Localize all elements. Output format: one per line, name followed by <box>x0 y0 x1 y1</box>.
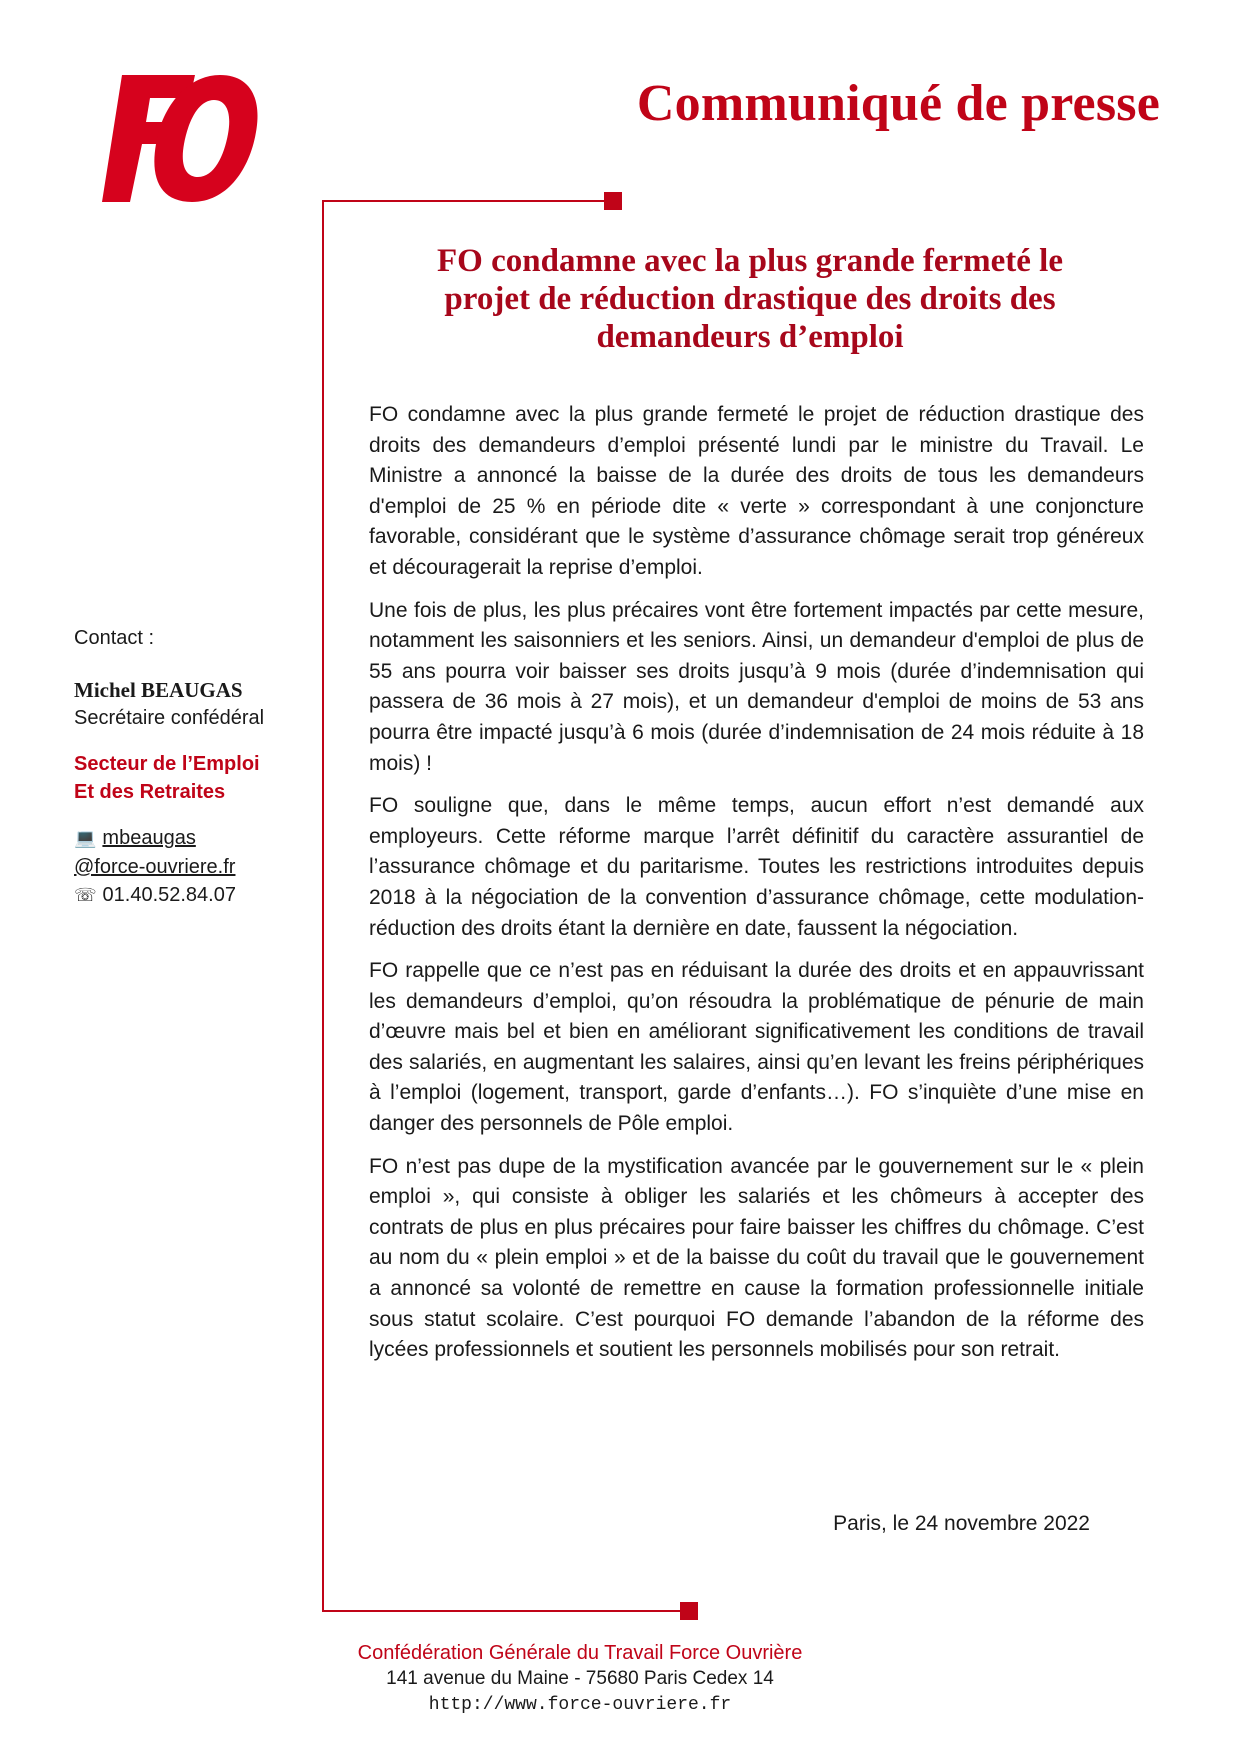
frame-square-top <box>604 192 622 210</box>
place-and-date: Paris, le 24 novembre 2022 <box>833 1512 1090 1535</box>
department-line: Et des Retraites <box>74 781 226 803</box>
laptop-icon: 💻 <box>74 828 97 849</box>
footer-organization: Confédération Générale du Travail Force Ouvrière <box>357 1642 803 1664</box>
body-paragraph: FO souligne que, dans le même temps, aucun effort n’est demandé aux employeurs. Cette réforme marque l’arrêt définitif du caractère assurantiel de l’assurance chômage et du paritarisme. Toutes les restrictions introduites depuis 2018 à la négociation de la convention d’assurance chômage, cette modulation-réduction des droits étant la dernière en date, faussent la négociation. <box>369 794 1144 940</box>
email-domain[interactable]: @force-ouvriere.fr <box>74 856 236 878</box>
contact-block <box>74 624 264 910</box>
frame-square-bottom <box>680 1602 698 1620</box>
frame-bottom-line <box>322 1610 697 1612</box>
body-paragraph: FO n’est pas dupe de la mystification avancée par le gouvernement sur le « plein emploi », qui consiste à obliger les salariés et les chômeurs à accepter des contrats de plus en plus précaires pour faire baisser les chiffres du chômage. C’est au nom du « plein emploi » et de la baisse du coût du travail que le gouvernement a annoncé sa volonté de remettre en cause la formation professionnelle initiale sous statut scolaire. C’est pourquoi FO demande l’abandon de la réforme des lycées professionnels et soutient les personnels mobilisés pour son retrait. <box>369 1154 1144 1362</box>
contact-role: Secrétaire confédéral <box>74 707 265 729</box>
frame-left-line <box>322 200 324 1612</box>
document-type-title: Communiqué de presse <box>636 75 1160 132</box>
footer-website[interactable]: http://www.force-ouvriere.fr <box>428 1695 732 1715</box>
telephone-icon: ☏ <box>74 885 97 906</box>
footer-address: 141 avenue du Maine - 75680 Paris Cedex 14 <box>386 1668 774 1689</box>
headline-line: projet de réduction drastique des droits des <box>444 281 1056 317</box>
body-paragraph: Une fois de plus, les plus précaires vont être fortement impactés par cette mesure, notamment les saisonniers et les seniors. Ainsi, un demandeur d'emploi de plus de 55 ans pourra voir baisser ses droits jusqu’à 9 mois (durée d’indemnisation qui passera de 36 mois à 27 mois), et un demandeur d'emploi de moins de 53 ans pourra être impacté jusqu’à 6 mois (durée d’indemnisation de 24 mois réduite à 18 mois) ! <box>369 598 1144 775</box>
contact-email[interactable] <box>74 824 264 853</box>
email-user[interactable]: mbeaugas <box>102 827 196 849</box>
frame-top-line <box>322 200 612 202</box>
headline-line: demandeurs d’emploi <box>596 319 904 355</box>
body-paragraph: FO condamne avec la plus grande fermeté le projet de réduction drastique des droits des demandeurs d’emploi présenté lundi par le ministre du Travail. Le Ministre a annoncé la baisse de la durée des droits de tous les demandeurs d'emploi de 25 % en période dite « verte » correspondant à une conjoncture favorable, considérant que le système d’assurance chômage serait trop généreux et découragerait la reprise d’emploi. <box>369 403 1144 579</box>
body-paragraph: FO rappelle que ce n’est pas en réduisant la durée des droits et en appauvrissant les demandeurs d’emploi, qu’on résoudra la problématique de pénurie de main d’œuvre mais bel et bien en améliorant significativement les conditions de travail des salariés, en augmentant les salaires, ainsi qu’en levant les freins périphériques à l’emploi (logement, transport, garde d’enfants…). FO s’inquiète d’une mise en danger des personnels de Pôle emploi. <box>369 959 1144 1136</box>
fo-logo <box>100 70 260 210</box>
contact-title: Contact : <box>74 627 155 649</box>
headline <box>360 242 1140 356</box>
phone-number: 01.40.52.84.07 <box>102 884 236 906</box>
contact-phone <box>74 881 264 910</box>
department-line: Secteur de l’Emploi <box>74 753 260 775</box>
headline-line: FO condamne avec la plus grande fermeté le <box>437 243 1063 279</box>
contact-department <box>74 750 264 806</box>
footer <box>0 1640 1160 1718</box>
press-release-body <box>369 400 1144 1378</box>
contact-name: Michel BEAUGAS <box>74 678 243 702</box>
